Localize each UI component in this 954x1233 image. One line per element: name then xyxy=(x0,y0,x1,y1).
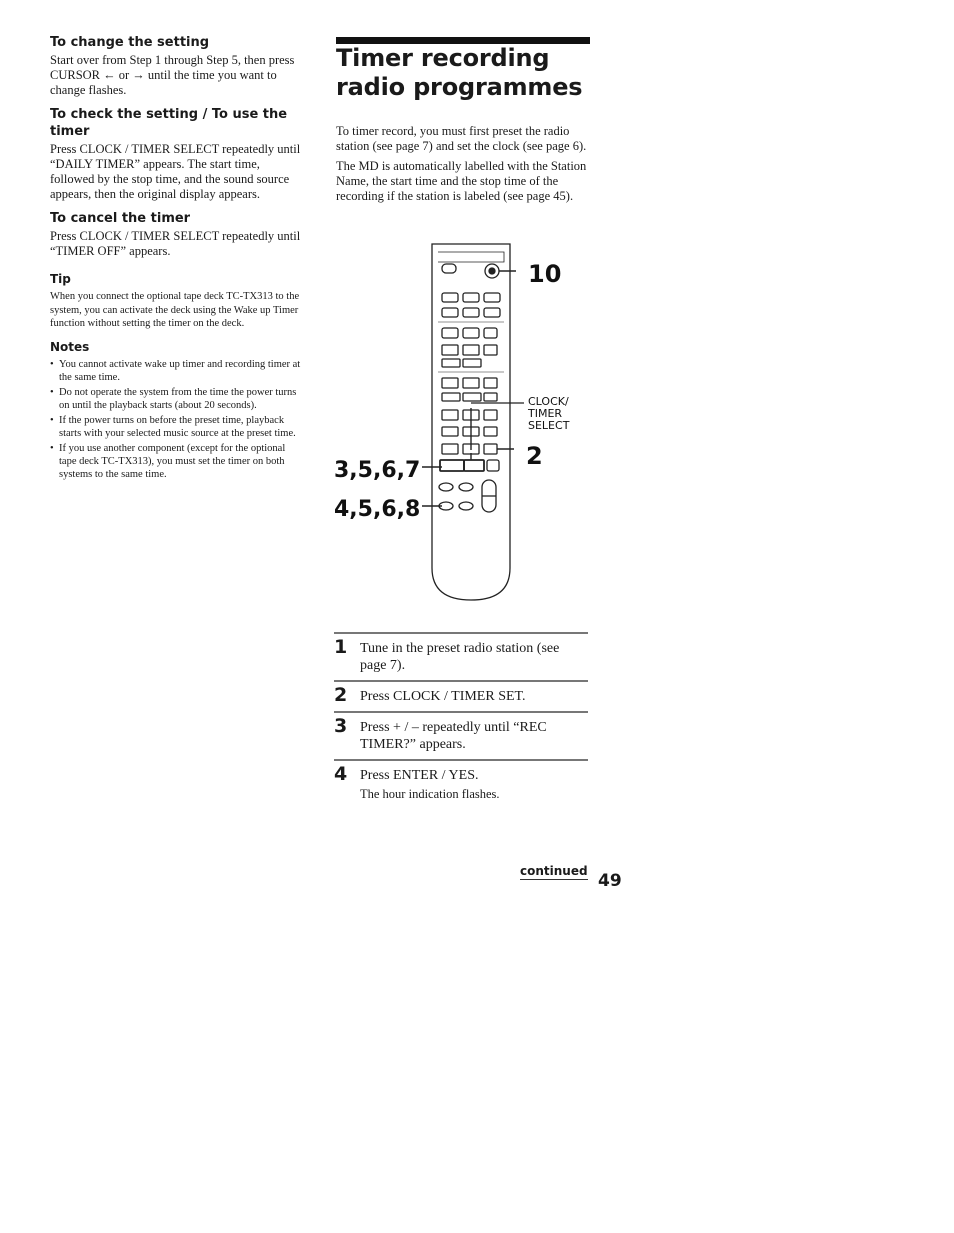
intro-paragraph: To timer record, you must first preset the radio station (see page 7) and set the clock (see page 6). xyxy=(336,124,587,153)
page-title: Timer recording radio programmes xyxy=(336,44,583,101)
note-item: • If you use another component (except for the optional tape deck TC-TX313), you must set the timer on both systems to the same time. xyxy=(50,442,302,481)
callout-steps-3567: 3,5,6,7 xyxy=(334,458,421,483)
step-item xyxy=(334,632,588,680)
step-text: Press ENTER / YES. xyxy=(360,768,479,783)
text-cancel-timer: Press CLOCK / TIMER SELECT repeatedly until “TIMER OFF” appears. xyxy=(50,229,301,258)
remote-button xyxy=(442,264,456,273)
title-rule xyxy=(336,37,590,44)
step-number: 2 xyxy=(334,684,348,706)
step-item xyxy=(334,711,588,759)
clock-timer-select-label: TIMER xyxy=(528,407,563,420)
step-item xyxy=(334,680,588,711)
heading-tip: Tip xyxy=(50,272,71,286)
section-change-setting xyxy=(50,34,302,98)
note-item: • You cannot activate wake up timer and recording timer at the same time. xyxy=(50,358,302,384)
step-number: 3 xyxy=(334,715,348,737)
intro-paragraph: The MD is automatically labelled with the Station Name, the start time and the stop time of the recording if the station is labeled (see page 45). xyxy=(336,159,587,203)
step-text: Press CLOCK / TIMER SET. xyxy=(360,689,526,704)
heading-cancel-timer: To cancel the timer xyxy=(50,211,191,226)
text-change-setting: Start over from Step 1 through Step 5, then press CURSOR ← or → until the time you want to change flashes. xyxy=(50,53,295,97)
section-check-setting xyxy=(50,106,302,202)
note-item: • If the power turns on before the preset time, playback starts with your selected music source at the preset time. xyxy=(50,414,302,440)
text-check-setting: Press CLOCK / TIMER SELECT repeatedly until “DAILY TIMER” appears. The start time, followed by the stop time, and the sound source appears, then the original display appears. xyxy=(50,142,301,201)
notes-list xyxy=(50,358,302,481)
step-number: 4 xyxy=(334,763,348,785)
page-number: 49 xyxy=(598,871,622,891)
heading-change-setting: To change the setting xyxy=(50,35,210,50)
section-cancel-timer xyxy=(50,210,302,259)
clock-timer-select-label: SELECT xyxy=(528,419,570,432)
section-tip xyxy=(50,271,302,331)
step-number: 1 xyxy=(334,636,348,658)
note-item: • Do not operate the system from the time the power turns on until the playback starts (about 20 seconds). xyxy=(50,386,302,412)
heading-notes: Notes xyxy=(50,339,90,354)
steps-list xyxy=(334,632,588,808)
left-column xyxy=(50,34,302,489)
remote-illustration xyxy=(330,238,590,608)
heading-check-setting: To check the setting / To use the timer xyxy=(50,107,288,139)
clock-timer-select-label: CLOCK/ xyxy=(528,395,569,408)
intro-text xyxy=(336,124,594,209)
callout-step-2: 2 xyxy=(526,442,543,470)
remote-control-drawing xyxy=(330,238,590,608)
text-tip: When you connect the optional tape deck TC-TX313 to the system, you can activate the deck using the Wake up Timer function without setting the timer on the deck. xyxy=(50,291,300,329)
step-text: Tune in the preset radio station (see page 7). xyxy=(360,641,560,673)
continued-label: continued xyxy=(520,864,588,878)
callout-step-10: 10 xyxy=(528,260,562,288)
callout-steps-4568: 4,5,6,8 xyxy=(334,497,421,522)
step-item xyxy=(334,759,588,808)
step-subtext: The hour indication flashes. xyxy=(360,787,500,801)
section-notes xyxy=(50,339,302,481)
step-text: Press + / – repeatedly until “REC TIMER?” appears. xyxy=(360,720,547,752)
